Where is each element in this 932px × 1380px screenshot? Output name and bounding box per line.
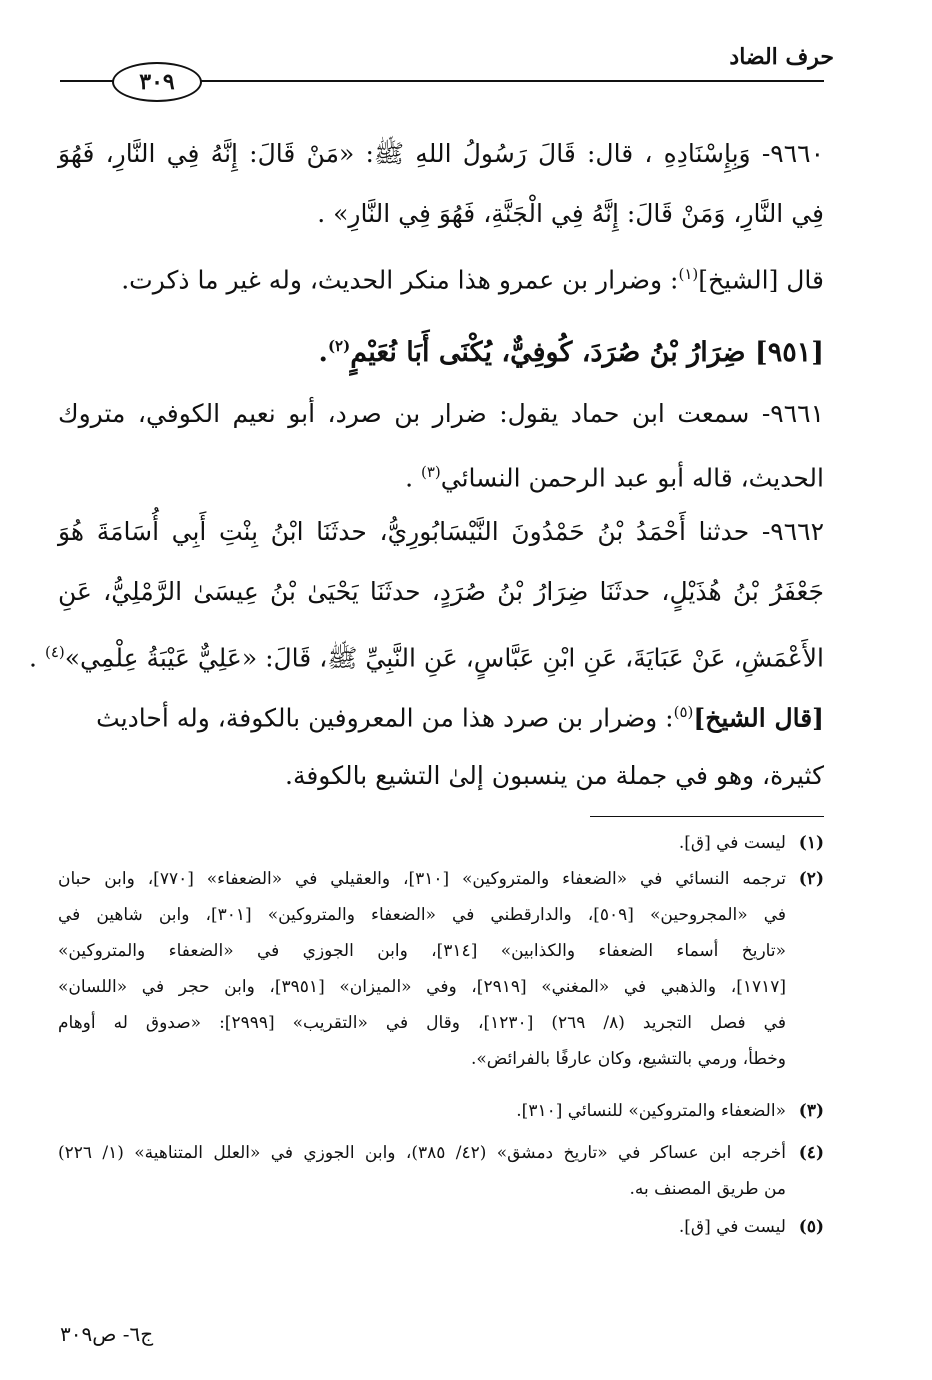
sheikh-label-2: [قال الشيخ] [693,703,824,733]
footnote-ref-5: (٥) [673,703,694,721]
footnote-2-line-1: (٢)ترجمه النسائي في «الضعفاء والمتروكين» [٣١٠]، والعقيلي في «الضعفاء» [٧٧٠]، وابن حبان [58,869,824,889]
sheikh-label: قال [الشيخ] [698,265,824,295]
footnote-ref-1: (١) [678,265,699,283]
entry-title: [٩٥١] ضِرَارُ بْنُ صُرَدَ، كُوفِيٌّ، يُكْنَى أَبَا نُعَيْمٍ [350,337,824,368]
sheikh-comment-2-line-2: كثيرة، وهو في جملة من ينسبون إلىٰ التشيع بالكوفة. [285,761,824,790]
hadith-9660-line-1: ٩٦٦٠- وَبِإِسْنَادِهِ ، قال: قَالَ رَسُولُ اللهِ ﷺ: «مَنْ قَالَ: إِنَّهُ فِي النَّارِ، فَهُوَ [58,139,824,168]
footnote-2-line-6: وخطأ، ورمي بالتشيع، وكان عارفًا بالفرائض». [470,1049,786,1069]
footnote-2-line-3: «تاريخ أسماء الضعفاء والكذابين» [٣١٤]، وابن الجوزي في «الضعفاء والمتروكين» [58,941,786,961]
hadith-9661-line-2: الحديث، قاله أبو عبد الرحمن النسائي$^{(٣)}$ . [405,463,824,493]
footnote-rule [590,816,824,817]
footnote-2-line-5: في فصل التجريد (٨/ ٢٦٩) [١٢٣٠]، وقال في «التقريب» [٢٩٩٩]: «صدوق له أوهام [58,1013,786,1033]
sheikh-comment-text: : وضرار بن عمرو هذا منكر الحديث، وله غير ما ذكرت. [121,265,679,295]
footnote-5: (٥)ليست في [ق]. [678,1217,824,1237]
sheikh-comment-2-line-1: [قال الشيخ]$^{(٥)}$: وضرار بن صرد هذا من المعروفين بالكوفة، وله أحاديث [96,703,824,733]
hadith-9662-line-1: ٩٦٦٢- حدثنا أَحْمَدُ بْنُ حَمْدُونَ النَّيْسَابُورِيُّ، حدثَنَا ابْنُ بِنْتِ أَبِي أُسَامَةَ هُوَ [58,517,824,546]
footnote-3: (٣)«الضعفاء والمتروكين» للنسائي [٣١٠]. [516,1101,824,1121]
page-number: ٣٠٩ [112,62,202,102]
footnote-1: (١)ليست في [ق]. [678,833,824,853]
entry-heading: [٩٥١] ضِرَارُ بْنُ صُرَدَ، كُوفِيٌّ، يُكْنَى أَبَا نُعَيْمٍ$^{(٢)}$. [318,337,824,368]
hadith-9662-line-2: جَعْفَرُ بْنُ هُذَيْلٍ، حدثَنَا ضِرَارُ بْنُ صُرَدٍ، حدثَنَا يَحْيَىٰ بْنُ عِيسَىٰ الرَّمْلِيُّ، عَنِ [58,577,824,606]
volume-page-mark: ج٦- ص٣٠٩ [60,1322,154,1346]
hadith-9661-line-1: ٩٦٦١- سمعت ابن حماد يقول: ضرار بن صرد، أبو نعيم الكوفي، متروك [58,399,824,428]
hadith-9660-line-2: فِي النَّارِ، وَمَنْ قَالَ: إِنَّهُ فِي الْجَنَّةِ، فَهُوَ فِي النَّارِ» . [317,199,824,228]
footnote-ref-3: (٣) [420,463,441,481]
chapter-title: حرف الضاد [729,44,834,70]
footnote-4-line-1: (٤)أخرجه ابن عساكر في «تاريخ دمشق» (٤٢/ ٣٨٥)، وابن الجوزي في «العلل المتناهية» (١/ ٢٢٦) [58,1143,824,1163]
sheikh-comment-1 [58,254,824,300]
footnote-ref-4: (٤) [44,643,65,661]
hadith-9662-line-3: الأَعْمَشِ، عَنْ عَبَايَةَ، عَنِ ابْنِ عَبَّاسٍ، عَنِ النَّبِيِّ ﷺ، قَالَ: «عَلِيٌّ عَيْبَةُ عِلْمِي»$^{(٤)}$ . [29,643,824,673]
footnote-2-line-4: [١٧١٧]، والذهبي في «المغني» [٢٩١٩]، وفي «الميزان» [٣٩٥١]، وابن حجر في «اللسان» [58,977,786,997]
footnote-4-line-2: من طريق المصنف به. [629,1179,786,1199]
footnote-ref-2: (٢) [327,337,351,355]
footnote-2-line-2: في «المجروحين» [٥٠٩]، والدارقطني في «الضعفاء والمتروكين» [٣٠١]، وابن شاهين في [58,905,786,925]
